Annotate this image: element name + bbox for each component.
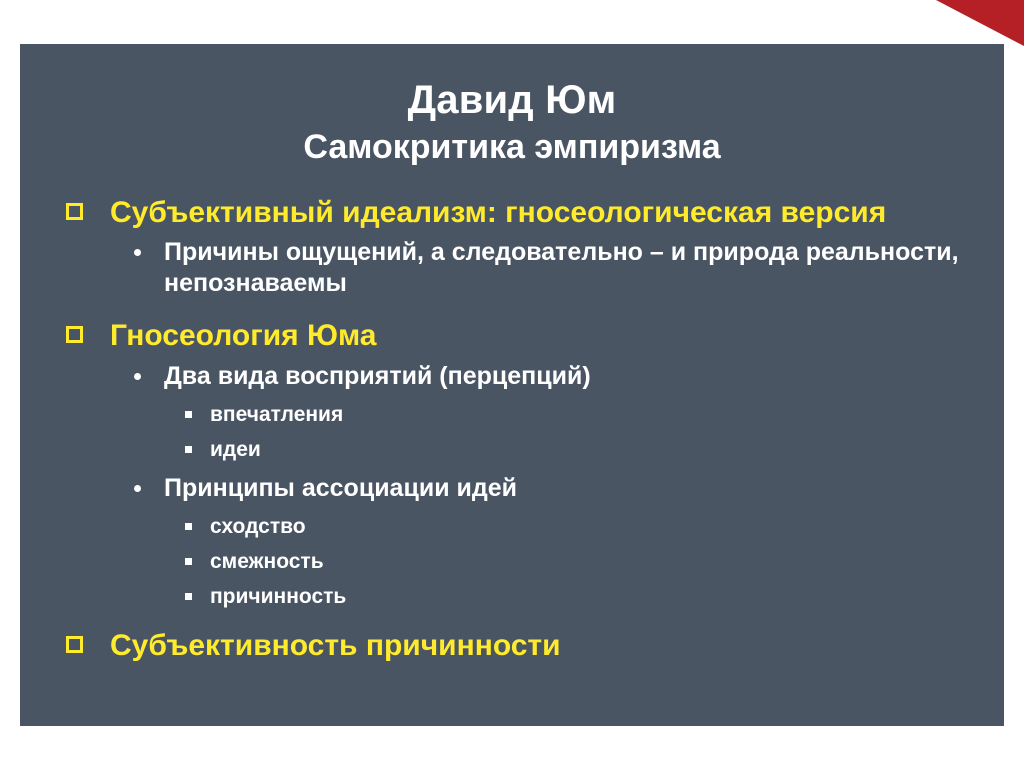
outline-list <box>58 194 966 665</box>
list-item-level3 <box>58 437 966 462</box>
list-item-label: впечатления <box>210 403 344 427</box>
corner-accent-decoration <box>936 0 1024 46</box>
list-item-level3 <box>58 549 966 574</box>
small-square-bullet-icon <box>185 411 192 418</box>
round-dot-bullet-icon <box>134 373 141 380</box>
hollow-square-bullet-icon <box>66 326 83 343</box>
small-square-bullet-icon <box>185 593 192 600</box>
list-item-label: Причины ощущений, а следовательно – и природа реальности, непознаваемы <box>164 238 959 298</box>
small-square-bullet-icon <box>185 558 192 565</box>
list-item-level2 <box>58 473 966 504</box>
list-item-label: идеи <box>210 438 261 462</box>
list-item-label: Субъективность причинности <box>110 629 561 663</box>
list-item-label: Два вида восприятий (перцепций) <box>164 362 591 391</box>
list-item-level2 <box>58 361 966 392</box>
small-square-bullet-icon <box>185 446 192 453</box>
list-item-label: смежность <box>210 549 324 573</box>
list-item-level1 <box>58 317 966 355</box>
hollow-square-bullet-icon <box>66 203 83 220</box>
list-item-level2 <box>58 237 966 299</box>
round-dot-bullet-icon <box>134 249 141 256</box>
list-item-label: Принципы ассоциации идей <box>164 473 518 502</box>
small-square-bullet-icon <box>185 523 192 530</box>
page-subtitle: Самокритика эмпиризма <box>303 127 721 166</box>
round-dot-bullet-icon <box>134 485 141 492</box>
list-item-label: сходство <box>210 514 306 538</box>
list-item-level3 <box>58 584 966 609</box>
page-title: Давид Юм <box>407 78 617 122</box>
list-item-level3 <box>58 514 966 539</box>
list-item-label: причинность <box>210 584 347 608</box>
slide-content-panel <box>20 44 1004 726</box>
hollow-square-bullet-icon <box>66 636 83 653</box>
list-item-level1 <box>58 627 966 665</box>
list-item-level3 <box>58 402 966 427</box>
list-item-label: Субъективный идеализм: гносеологическая версия <box>110 195 887 229</box>
list-item-level1 <box>58 194 966 232</box>
slide-title-block <box>58 78 966 168</box>
list-item-label: Гносеология Юма <box>110 319 377 353</box>
